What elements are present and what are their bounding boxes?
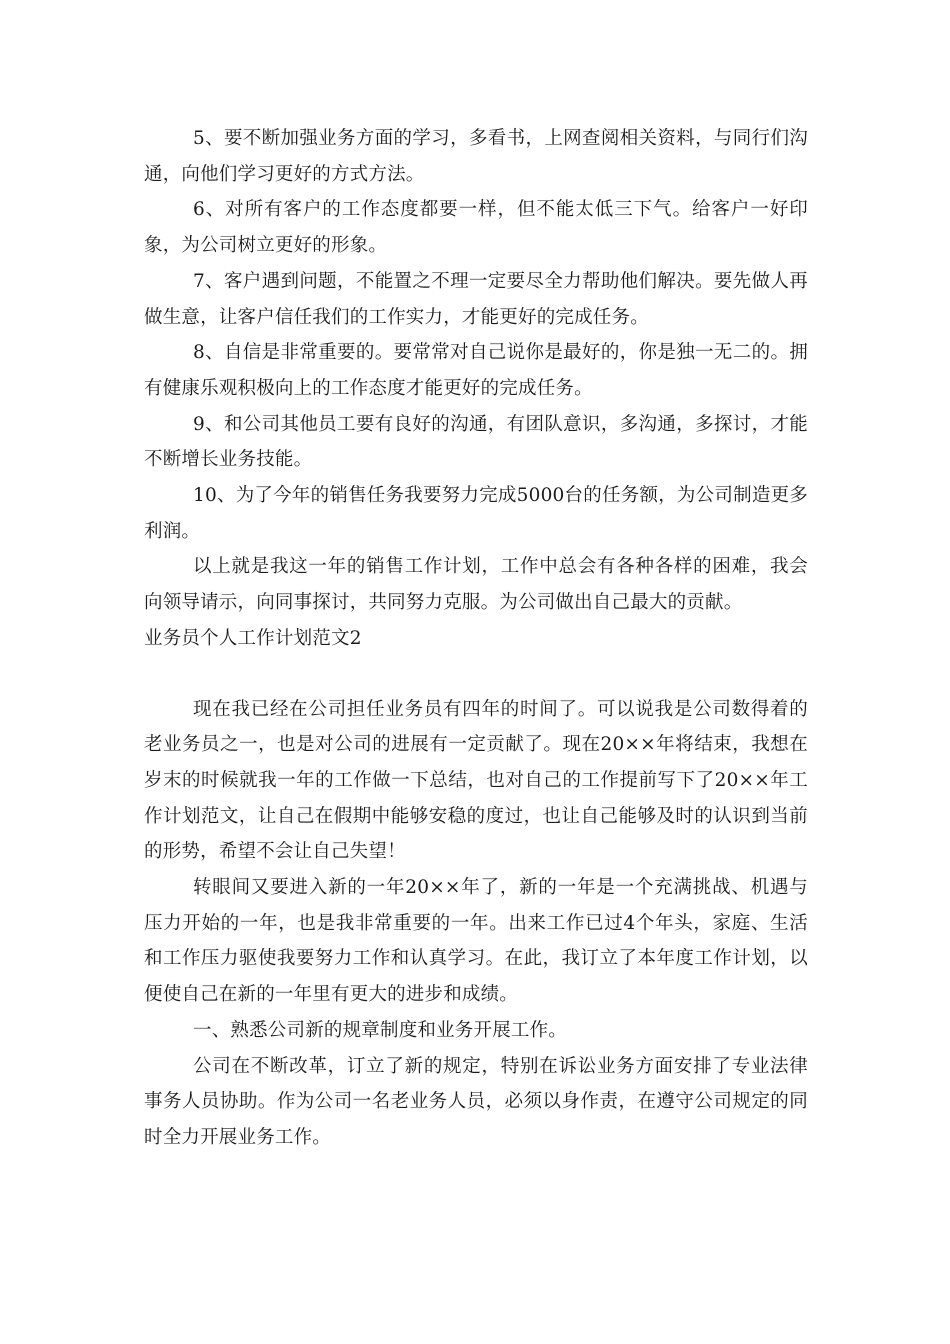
section-title: 业务员个人工作计划范文2	[144, 627, 362, 649]
paragraph-item-9: 9、和公司其他员工要有良好的沟通，有团队意识，多沟通，多探讨，才能不断增长业务技能。	[144, 413, 808, 471]
paragraph-new-year: 转眼间又要进入新的一年20××年了，新的一年是一个充满挑战、机遇与压力开始的一年，也是我非常重要的一年。出来工作已过4个年头，家庭、生活和工作压力驱使我要努力工作和认真学习。在此，我订立了本年度工作计划，以便使自己在新的一年里有更大的进步和成绩。	[144, 877, 808, 1006]
paragraph-subheading-1: 一、熟悉公司新的规章制度和业务开展工作。	[193, 1019, 568, 1041]
paragraph-item-7: 7、客户遇到问题，不能置之不理一定要尽全力帮助他们解决。要先做人再做生意，让客户信任我们的工作实力，才能更好的完成任务。	[144, 270, 808, 328]
paragraph-item-6: 6、对所有客户的工作态度都要一样，但不能太低三下气。给客户一好印象，为公司树立更好的形象。	[144, 199, 808, 257]
paragraph-company-rules: 公司在不断改革，订立了新的规定，特别在诉讼业务方面安排了专业法律事务人员协助。作为公司一名老业务人员，必须以身作责，在遵守公司规定的同时全力开展业务工作。	[144, 1055, 808, 1148]
paragraph-item-5: 5、要不断加强业务方面的学习，多看书，上网查阅相关资料，与同行们沟通，向他们学习更好的方式方法。	[144, 128, 808, 185]
paragraph-intro: 现在我已经在公司担任业务员有四年的时间了。可以说我是公司数得着的老业务员之一，也是对公司的进展有一定贡献了。现在20××年将结束，我想在岁末的时候就我一年的工作做一下总结，也对自己的工作提前写下了20××年工作计划范文，让自己在假期中能够安稳的度过，也让自己能够及时的认识到当前的形势，希望不会让自己失望！	[144, 698, 808, 863]
section-spacer	[144, 657, 808, 692]
document-page	[144, 121, 808, 1156]
paragraph-item-8: 8、自信是非常重要的。要常常对自己说你是最好的，你是独一无二的。拥有健康乐观积极向上的工作态度才能更好的完成任务。	[144, 342, 808, 399]
paragraph-item-10: 10、为了今年的销售任务我要努力完成5000台的任务额，为公司制造更多利润。	[144, 485, 808, 542]
paragraph-conclusion: 以上就是我这一年的销售工作计划，工作中总会有各种各样的困难，我会向领导请示，向同事探讨，共同努力克服。为公司做出自己最大的贡献。	[144, 556, 808, 614]
